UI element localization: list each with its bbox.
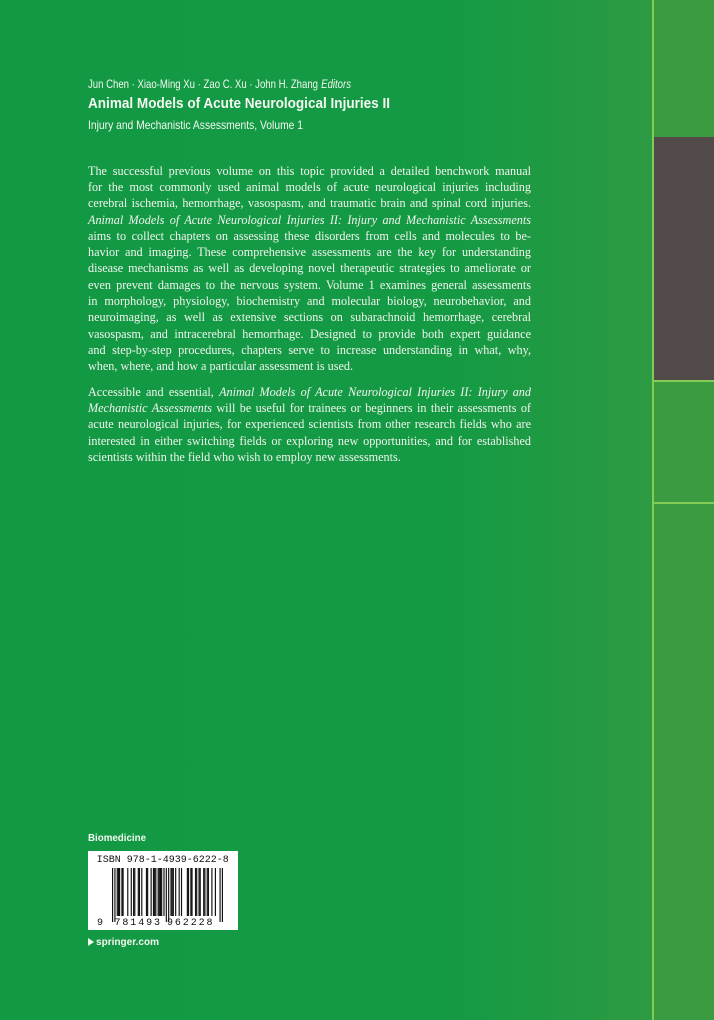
description-line	[88, 400, 531, 416]
isbn-label: ISBN 978-1-4939-6222-8	[96, 855, 229, 866]
body-text: and step-by-step procedures, chapters serve to increase understanding in what, why,	[88, 342, 531, 357]
description-paragraph	[88, 163, 531, 375]
publisher-link-label	[96, 936, 162, 948]
body-text: scientists within the field who wish to employ new assessments.	[88, 449, 401, 464]
body-text: havior and imaging. These comprehensive assessments are the key for understanding	[88, 245, 531, 260]
description-line	[88, 195, 531, 211]
editors-role: Editors	[321, 77, 351, 91]
barcode-bars	[112, 868, 223, 922]
spine-dark-panel	[654, 137, 714, 380]
barcode-first-digit: 9	[97, 917, 105, 929]
description-line	[88, 260, 531, 276]
description-line	[88, 163, 531, 179]
description-line	[88, 326, 531, 342]
description-line	[88, 416, 531, 432]
body-text: cerebral ischemia, hemorrhage, vasospasm, and traumatic brain and spinal cord injuries.	[88, 196, 531, 211]
book-subtitle	[88, 118, 338, 132]
body-text: Accessible and essential,	[88, 384, 220, 399]
spine-horizontal-rule	[654, 380, 714, 382]
editor-names: Jun Chen · Xiao-Ming Xu · Zao C. Xu · John H. Zhang	[88, 77, 318, 91]
italic-book-title-text: Animal Models of Acute Neurological Injuries II: Injury and Mechanistic Assessments	[88, 212, 531, 227]
body-text: will be useful for trainees or beginners in their assessments of	[212, 400, 531, 415]
series-label-text: Biomedicine	[88, 832, 146, 844]
description-line	[88, 449, 531, 465]
book-subtitle-text: Injury and Mechanistic Assessments, Volume 1	[88, 118, 303, 132]
italic-book-title-text: Mechanistic Assessments	[88, 400, 212, 415]
barcode-right-digits: 962228	[167, 917, 215, 929]
body-text: disease mechanisms as well as developing novel therapeutic strategies to ameliorate or	[88, 261, 531, 276]
body-text: aims to collect chapters on assessing these disorders from cells and molecules to be-	[88, 228, 531, 243]
publisher-link-text: springer.com	[96, 936, 159, 948]
description-line	[88, 433, 531, 449]
editors-line	[88, 77, 418, 91]
book-title	[88, 96, 413, 113]
italic-book-title-text: Animal Models of Acute Neurological Injuries II: Injury and	[219, 384, 531, 399]
body-text: interested in either switching fields or exploring new opportunities, and for established	[88, 433, 531, 448]
description-line	[88, 212, 531, 228]
description-line	[88, 179, 531, 195]
body-text: for the most commonly used animal models of acute neurological injuries including	[88, 179, 531, 194]
description	[88, 163, 531, 465]
body-text: when, where, and how a particular assessment is used.	[88, 359, 354, 374]
description-line	[88, 309, 531, 325]
body-text: neuroimaging, as well as extensive sections on subarachnoid hemorrhage, cerebral	[88, 310, 531, 325]
body-text: in morphology, physiology, biochemistry and molecular biology, neurobehavior, and	[88, 294, 531, 309]
body-text: vasospasm, and intracerebral hemorrhage. Designed to provide both expert guidance	[88, 326, 531, 341]
spine-horizontal-rule	[654, 502, 714, 504]
description-line	[88, 244, 531, 260]
description-line	[88, 228, 531, 244]
body-text: acute neurological injuries, for experienced scientists from other research fields who are	[88, 417, 531, 432]
description-line	[88, 342, 531, 358]
description-line	[88, 277, 531, 293]
description-line	[88, 384, 531, 400]
description-paragraph	[88, 384, 531, 465]
arrow-right-icon	[88, 938, 94, 946]
series-label	[88, 832, 150, 844]
barcode-left-digits: 781493	[114, 917, 162, 929]
description-line	[88, 358, 531, 374]
isbn-barcode-box	[88, 851, 238, 930]
body-text: The successful previous volume on this topic provided a detailed benchwork manual	[88, 163, 531, 178]
body-text: even prevent damages to the nervous system. Volume 1 examines general assessments	[88, 277, 531, 292]
description-line	[88, 293, 531, 309]
book-title-text: Animal Models of Acute Neurological Injuries II	[88, 96, 390, 112]
